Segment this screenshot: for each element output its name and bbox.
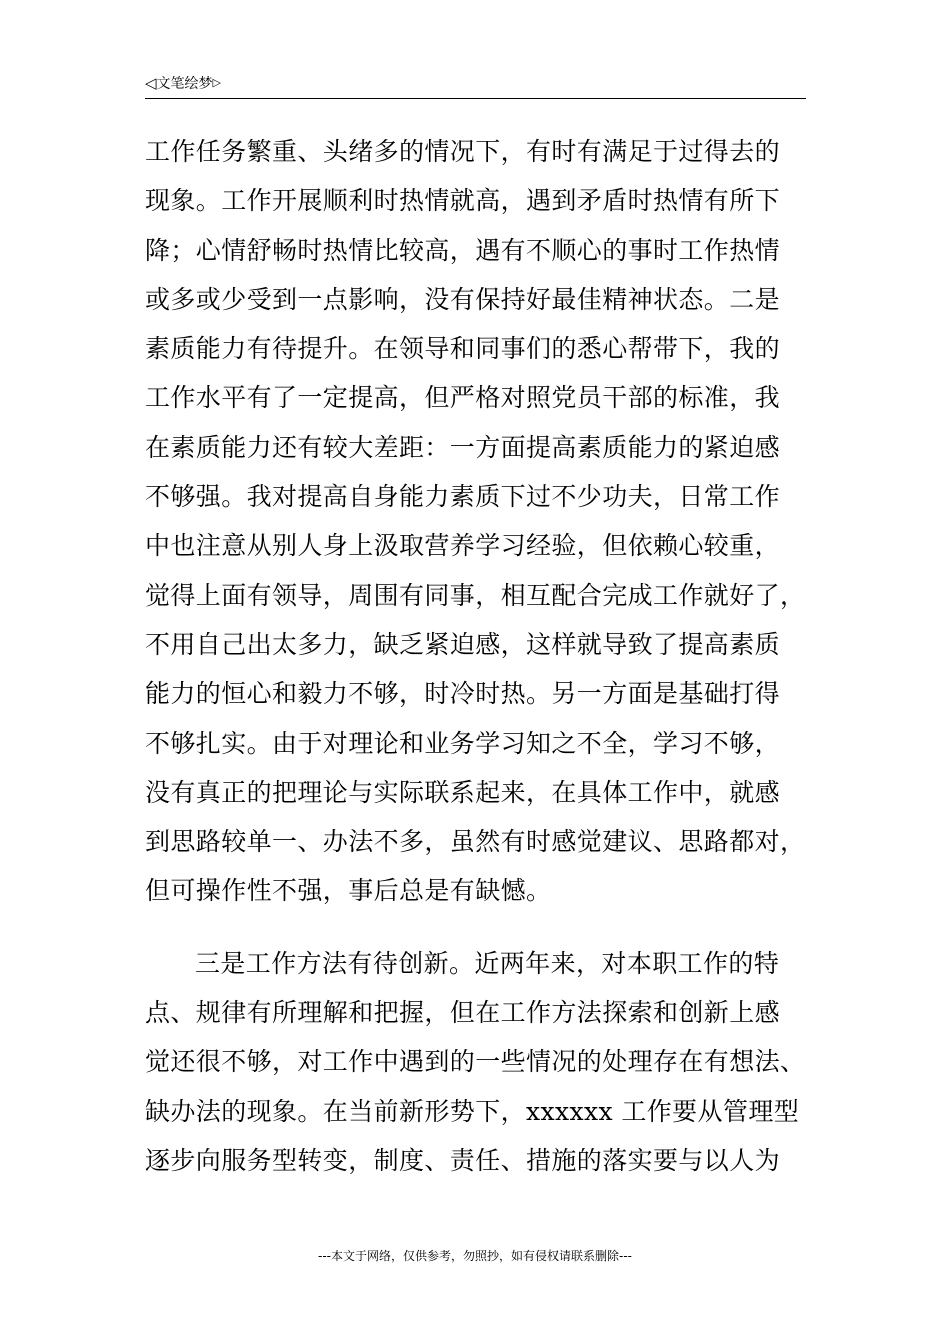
text-line: 现象。工作开展顺利时热情就高，遇到矛盾时热情有所下 bbox=[145, 186, 781, 216]
text-line: 但可操作性不强，事后总是有缺憾。 bbox=[145, 876, 552, 906]
paragraph-spacer bbox=[145, 916, 810, 939]
left-triangle-icon: ◁ bbox=[145, 74, 157, 92]
text-line: 没有真正的把理论与实际联系起来，在具体工作中，就感 bbox=[145, 777, 781, 807]
text-line: 逐步向服务型转变，制度、责任、措施的落实要与以人为 bbox=[145, 1145, 781, 1175]
text-line: 不够强。我对提高自身能力素质下过不少功夫，日常工作 bbox=[145, 482, 781, 512]
paragraph-2 bbox=[145, 939, 810, 1185]
text-line: 不用自己出太多力，缺乏紧迫感，这样就导致了提高素质 bbox=[145, 629, 781, 659]
document-body bbox=[145, 127, 810, 1185]
page-footer-notice: ---本文于网络，仅供参考，勿照抄，如有侵权请联系删除--- bbox=[318, 1249, 632, 1263]
right-triangle-icon: ▷ bbox=[212, 76, 222, 89]
text-line: 素质能力有待提升。在领导和同事们的悉心帮带下，我的 bbox=[145, 334, 781, 364]
text-line: 不够扎实。由于对理论和业务学习知之不全，学习不够， bbox=[145, 728, 781, 758]
text-line: 工作任务繁重、头绪多的情况下，有时有满足于过得去的 bbox=[145, 137, 781, 166]
text-line: 觉还很不够，对工作中遇到的一些情况的处理存在有想法、 bbox=[145, 1047, 806, 1077]
text-line: 能力的恒心和毅力不够，时冷时热。另一方面是基础打得 bbox=[145, 679, 781, 709]
text-line: 工作水平有了一定提高，但严格对照党员干部的标准，我 bbox=[145, 383, 781, 413]
page-header bbox=[145, 74, 806, 99]
text-line: 三是工作方法有待创新。近两年来，对本职工作的特 bbox=[195, 948, 780, 978]
brand-name: 文笔绘梦 bbox=[156, 76, 213, 92]
paragraph-1 bbox=[145, 127, 810, 916]
text-line: 觉得上面有领导，周围有同事，相互配合完成工作就好了， bbox=[145, 580, 806, 610]
text-line: 或多或少受到一点影响，没有保持好最佳精神状态。二是 bbox=[145, 284, 781, 314]
text-line: 点、规律有所理解和把握，但在工作方法探索和创新上感 bbox=[145, 998, 781, 1028]
text-line: 在素质能力还有较大差距：一方面提高素质能力的紧迫感 bbox=[145, 432, 781, 462]
text-line: 缺办法的现象。在当前新形势下，xxxxxx 工作要从管理型 bbox=[145, 1096, 800, 1126]
text-line: 降；心情舒畅时热情比较高，遇有不顺心的事时工作热情 bbox=[145, 235, 781, 265]
header-brand bbox=[145, 74, 221, 93]
text-line: 中也注意从别人身上汲取营养学习经验，但依赖心较重， bbox=[145, 531, 781, 561]
text-line: 到思路较单一、办法不多，虽然有时感觉建议、思路都对， bbox=[145, 827, 806, 857]
